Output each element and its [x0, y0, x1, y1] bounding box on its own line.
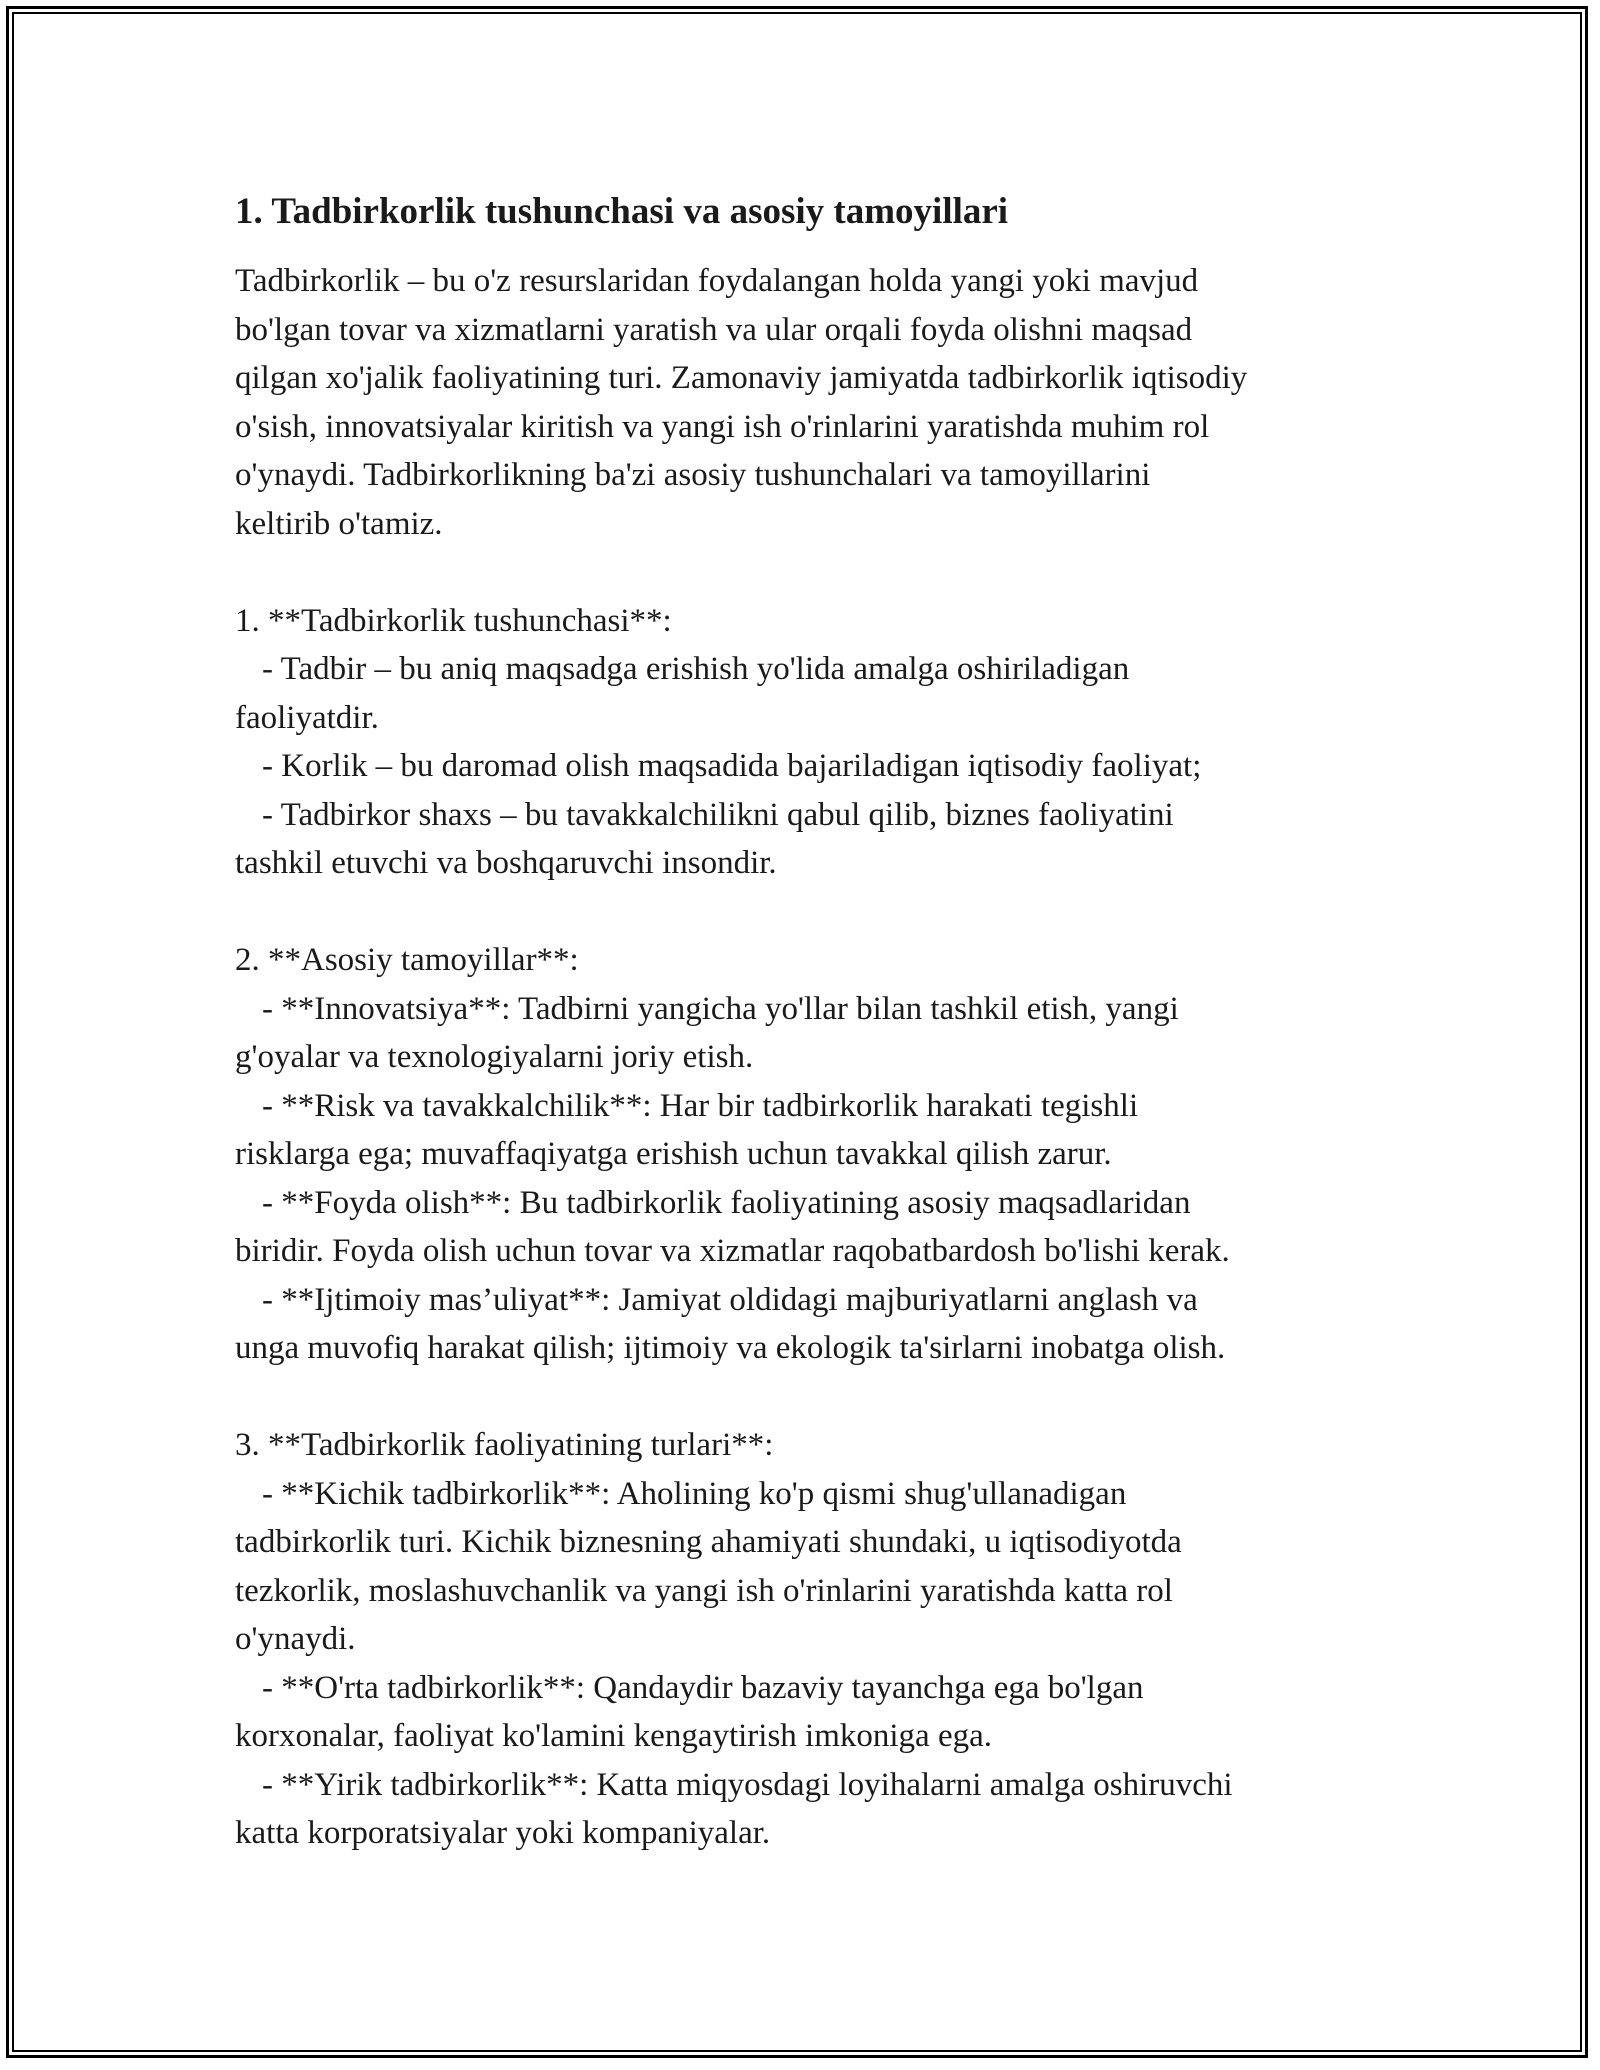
list-item-first-line: - **Ijtimoiy mas’uliyat**: Jamiyat oldidagi majburiyatlarni anglash va: [262, 1281, 1198, 1318]
list-item-first-line: - Korlik – bu daromad olish maqsadida bajariladigan iqtisodiy faoliyat;: [262, 748, 1202, 784]
list-item-continuation: g'oyalar va texnologiyalarni joriy etish.: [235, 1039, 754, 1075]
list-item: [235, 1664, 1385, 1761]
section-3: [235, 1421, 1385, 1858]
list-item-first-line: - **Foyda olish**: Bu tadbirkorlik faoliyatining asosiy maqsadlaridan: [262, 1184, 1191, 1221]
document-body: [235, 188, 1385, 1858]
list-item: [235, 791, 1385, 888]
list-item: [235, 985, 1385, 1082]
list-item: [235, 1082, 1385, 1179]
section-2: [235, 936, 1385, 1373]
document-title: 1. Tadbirkorlik tushunchasi va asosiy tamoyillari: [235, 191, 1009, 232]
list-item: [235, 645, 1385, 742]
list-item-first-line: - Tadbir – bu aniq maqsadga erishish yo'lida amalga oshiriladigan: [262, 651, 1130, 687]
list-item-first-line: - **O'rta tadbirkorlik**: Qandaydir bazaviy tayanchga ega bo'lgan: [262, 1669, 1144, 1706]
list-item-first-line: - **Innovatsiya**: Tadbirni yangicha yo'llar bilan tashkil etish, yangi: [262, 990, 1179, 1027]
list-item: [235, 1179, 1385, 1276]
list-item-first-line: - **Yirik tadbirkorlik**: Katta miqyosdagi loyihalarni amalga oshiruvchi: [262, 1766, 1233, 1803]
list-item-continuation: korxonalar, faoliyat ko'lamini kengaytirish imkoniga ega.: [235, 1718, 993, 1754]
list-item-continuation: tadbirkorlik turi. Kichik biznesning ahamiyati shundaki, u iqtisodiyotda tezkorlik, moslashuvchanlik va yangi ish o'rinlarini yaratishda katta rol o'ynaydi.: [235, 1524, 1182, 1657]
list-item-continuation: katta korporatsiyalar yoki kompaniyalar.: [235, 1815, 771, 1851]
section-1: [235, 597, 1385, 888]
sections-container: [235, 597, 1385, 1858]
section-heading: 3. **Tadbirkorlik faoliyatining turlari**:: [235, 1427, 774, 1463]
list-item: [235, 1276, 1385, 1373]
intro-paragraph: Tadbirkorlik – bu o'z resurslaridan foydalangan holda yangi yoki mavjud bo'lgan tovar va xizmatlarni yaratish va ular orqali foyda olishni maqsad qilgan xo'jalik faoliyatining turi. Zamonaviy jamiyatda tadbirkorlik iqtisodiy o'sish, innovatsiyalar kiritish va yangi ish o'rinlarini yaratishda muhim rol o'ynaydi. Tadbirkorlikning ba'zi asosiy tushunchalari va tamoyillarini keltirib o'tamiz.: [235, 263, 1248, 542]
list-item-continuation: risklarga ega; muvaffaqiyatga erishish uchun tavakkal qilish zarur.: [235, 1136, 1112, 1172]
section-heading: 1. **Tadbirkorlik tushunchasi**:: [235, 602, 672, 639]
list-item-continuation: biridir. Foyda olish uchun tovar va xizmatlar raqobatbardosh bo'lishi kerak.: [235, 1233, 1230, 1269]
list-item: [235, 1761, 1385, 1858]
list-item-first-line: - Tadbirkor shaxs – bu tavakkalchilikni qabul qilib, biznes faoliyatini: [262, 796, 1174, 833]
list-item-continuation: unga muvofiq harakat qilish; ijtimoiy va ekologik ta'sirlarni inobatga olish.: [235, 1330, 1226, 1366]
list-item: [235, 742, 1385, 791]
list-item-continuation: faoliyatdir.: [235, 699, 379, 736]
list-item-continuation: tashkil etuvchi va boshqaruvchi insondir.: [235, 845, 777, 881]
list-item-first-line: - **Kichik tadbirkorlik**: Aholining ko'p qismi shug'ullanadigan: [262, 1475, 1127, 1512]
list-item: [235, 1470, 1385, 1664]
list-item-first-line: - **Risk va tavakkalchilik**: Har bir tadbirkorlik harakati tegishli: [262, 1087, 1139, 1124]
section-heading: 2. **Asosiy tamoyillar**:: [235, 942, 579, 978]
